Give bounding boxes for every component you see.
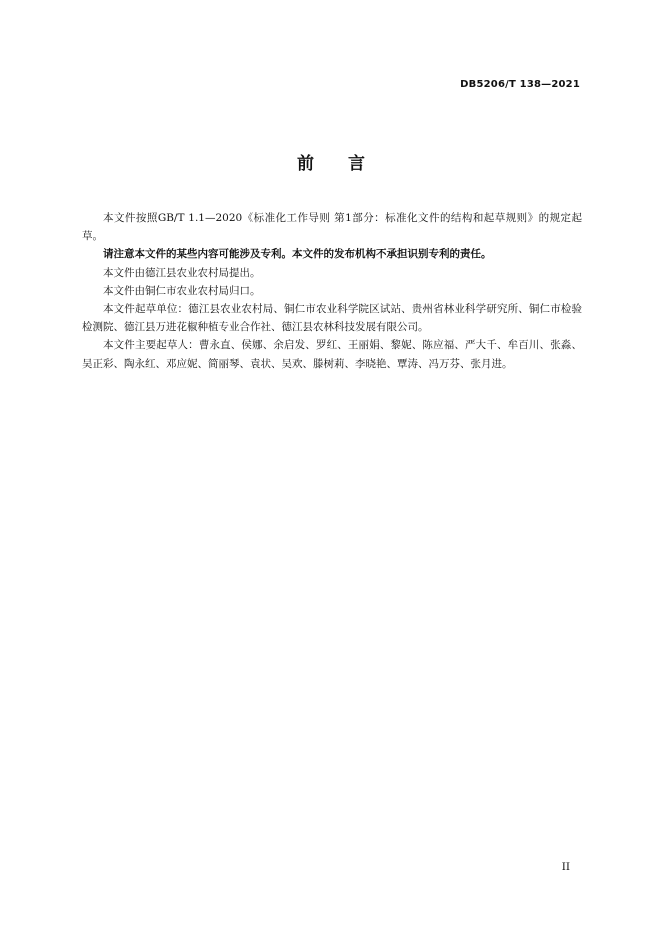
page-number: II (561, 861, 570, 873)
paragraph-drafting-units: 本文件起草单位：德江县农业农村局、铜仁市农业科学院区试站、贵州省林业科学研究所、铜仁市检验检测院、德江县万进花椒种植专业合作社、德江县农林科技发展有限公司。 (82, 303, 582, 334)
paragraph-proposed-by: 本文件由德江县农业农村局提出。 (103, 266, 261, 279)
document-code: DB5206/T 138—2021 (460, 79, 580, 90)
page-title: 前言 (297, 154, 399, 174)
paragraph-drafters: 本文件主要起草人：曹永直、侯娜、余启发、罗红、王丽娟、黎妮、陈应福、严大千、牟百川、张淼、吴正彩、陶永红、邓应妮、简丽琴、袁状、吴欢、滕树莉、李晓艳、覃涛、冯万芬、张月进。 (82, 339, 582, 370)
foreword-body (82, 209, 582, 373)
paragraph-centralized-by: 本文件由铜仁市农业农村局归口。 (103, 284, 261, 297)
paragraph-patent-notice: 请注意本文件的某些内容可能涉及专利。本文件的发布机构不承担识别专利的责任。 (103, 248, 492, 261)
paragraph-drafting-rules: 本文件按照GB/T 1.1—2020《标准化工作导则 第1部分：标准化文件的结构和起草规则》的规定起草。 (82, 212, 582, 243)
